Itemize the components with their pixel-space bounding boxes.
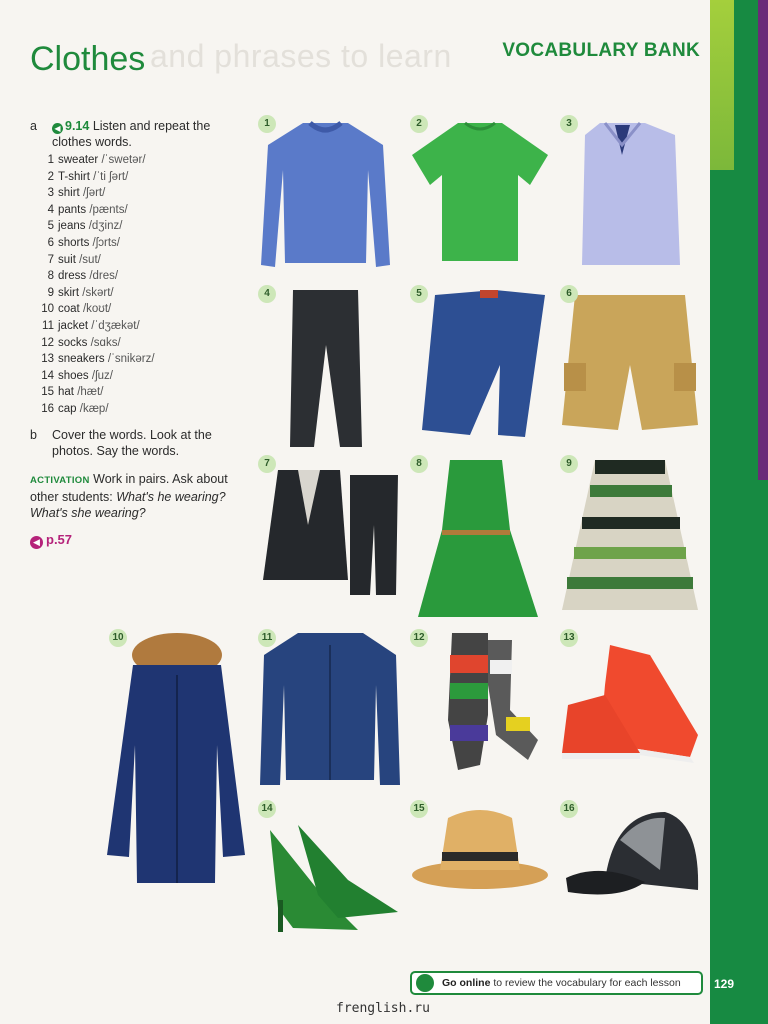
word-pronunciation: /ˈti ʃərt/	[93, 170, 129, 183]
photo-jacket	[258, 625, 403, 790]
item-badge: 2	[410, 115, 428, 133]
activation-tag: ACTIVATION	[30, 475, 90, 486]
socks-image	[410, 625, 545, 775]
item-badge: 4	[258, 285, 276, 303]
item-badge: 5	[410, 285, 428, 303]
photo-dress	[410, 455, 540, 620]
word-pronunciation: /kæp/	[79, 402, 109, 415]
vocabulary-word-item	[38, 235, 155, 252]
item-badge: 14	[258, 800, 276, 818]
go-online-description: to review the vocabulary for each lesson	[493, 977, 681, 989]
exercise-b-line1: Cover the words. Look at the	[52, 428, 212, 442]
word-text: sweater	[58, 154, 99, 166]
shirt-image	[560, 115, 685, 270]
item-badge: 10	[109, 629, 127, 647]
word-text: jeans	[58, 220, 86, 233]
vocabulary-word-item	[38, 252, 155, 269]
word-pronunciation: /ʃərt/	[82, 187, 106, 200]
photo-skirt	[560, 455, 700, 615]
word-pronunciation: /sut/	[79, 253, 101, 266]
vocabulary-word-item	[38, 384, 155, 401]
photo-cap	[560, 800, 700, 910]
go-online-label[interactable]: Go online	[442, 977, 491, 989]
sweater-image	[258, 115, 393, 275]
photo-shirt	[560, 115, 685, 270]
word-pronunciation: /hæt/	[77, 386, 104, 399]
word-text: shirt	[58, 187, 80, 200]
page-reference-link[interactable]	[30, 532, 72, 549]
word-pronunciation: /dres/	[89, 270, 119, 283]
word-text: suit	[58, 253, 76, 266]
photo-shoes	[258, 800, 403, 935]
shoes-image	[258, 800, 403, 935]
sneakers-image	[560, 625, 700, 765]
activation-question: What's he wearing? What's she wearing?	[30, 490, 226, 520]
word-pronunciation: /sɑks/	[90, 336, 121, 349]
edge-lime-accent	[710, 0, 734, 170]
word-number: 14	[41, 369, 54, 382]
word-pronunciation: /ˈdʒækət/	[91, 319, 140, 332]
skirt-image	[560, 455, 700, 615]
photo-jeans	[410, 285, 550, 440]
hat-image	[410, 800, 550, 895]
suit-image	[258, 455, 403, 600]
item-badge: 13	[560, 629, 578, 647]
word-number: 6	[47, 236, 54, 249]
word-number: 9	[47, 286, 54, 299]
jacket-image	[258, 625, 403, 790]
word-number: 3	[47, 187, 54, 200]
item-badge: 3	[560, 115, 578, 133]
page-number: 129	[714, 977, 735, 991]
vocabulary-word-item	[38, 169, 155, 186]
vocabulary-word-item	[38, 351, 155, 368]
word-number: 4	[47, 203, 54, 216]
item-badge: 12	[410, 629, 428, 647]
vocabulary-word-list	[38, 152, 155, 418]
word-pronunciation: /ˈswetər/	[101, 154, 146, 166]
activation-box	[30, 471, 235, 521]
vocabulary-word-item	[38, 335, 155, 352]
word-text: skirt	[58, 286, 80, 299]
word-text: hat	[58, 386, 74, 399]
audio-track-number[interactable]: 9.14	[65, 119, 90, 133]
vocabulary-word-item	[38, 318, 155, 335]
word-number: 10	[41, 303, 54, 316]
exercise-b-line2: photos. Say the words.	[52, 444, 180, 458]
item-badge: 15	[410, 800, 428, 818]
item-badge: 8	[410, 455, 428, 473]
word-pronunciation: /dʒinz/	[88, 220, 123, 233]
word-number: 5	[47, 220, 54, 233]
item-badge: 1	[258, 115, 276, 133]
vocabulary-word-item	[38, 368, 155, 385]
vocabulary-word-item	[38, 401, 155, 418]
exercise-a-instruction	[30, 118, 210, 150]
activation-text: Work in pairs. Ask about other students:	[30, 472, 228, 504]
shorts-image	[560, 285, 700, 435]
photo-sweater	[258, 115, 393, 275]
jeans-image	[410, 285, 550, 440]
bleed-through-text: and phrases to learn	[150, 38, 452, 74]
word-text: sneakers	[58, 353, 105, 366]
word-number: 16	[41, 402, 54, 415]
word-number: 8	[47, 270, 54, 283]
item-badge: 7	[258, 455, 276, 473]
word-number: 7	[47, 253, 54, 266]
word-pronunciation: /pænts/	[89, 203, 128, 216]
vocabulary-word-item	[38, 301, 155, 318]
word-text: pants	[58, 203, 87, 216]
exercise-b-letter: b	[30, 428, 37, 442]
section-label: VOCABULARY BANK	[502, 40, 700, 61]
word-number: 11	[42, 319, 54, 332]
vocabulary-word-item	[38, 185, 155, 202]
word-number: 13	[41, 353, 54, 366]
word-text: jacket	[58, 319, 89, 332]
cursor-icon	[416, 974, 434, 992]
word-pronunciation: /koʊt/	[82, 303, 112, 316]
photo-sneakers	[560, 625, 700, 765]
item-badge: 16	[560, 800, 578, 818]
word-pronunciation: /ʃɔrts/	[92, 236, 121, 249]
arrow-left-icon: ◀	[30, 536, 43, 549]
vocabulary-word-item	[38, 202, 155, 219]
word-text: cap	[58, 402, 77, 415]
vocabulary-word-item	[38, 218, 155, 235]
word-number: 12	[41, 336, 54, 349]
word-number: 1	[47, 154, 54, 166]
word-pronunciation: /ʃuz/	[91, 369, 113, 382]
cap-image	[560, 800, 700, 910]
word-text: dress	[58, 270, 87, 283]
word-text: coat	[58, 303, 80, 316]
page-title: Clothes	[30, 40, 146, 78]
word-text: T-shirt	[58, 170, 90, 183]
pants-image	[258, 285, 368, 450]
site-watermark: frenglish.ru	[336, 1001, 430, 1016]
exercise-b-instruction	[30, 427, 212, 459]
word-number: 15	[41, 386, 54, 399]
edge-purple-accent	[758, 0, 768, 480]
item-badge: 11	[258, 629, 276, 647]
dress-image	[410, 455, 540, 620]
page-edge-stripe	[710, 0, 768, 1024]
word-pronunciation: /ˈsnikərz/	[107, 353, 155, 366]
exercise-a-letter: a	[30, 119, 37, 133]
photo-suit	[258, 455, 403, 600]
item-badge: 6	[560, 285, 578, 303]
page-reference-text[interactable]: p.57	[46, 532, 73, 547]
item-badge: 9	[560, 455, 578, 473]
word-number: 2	[47, 170, 54, 183]
word-text: shorts	[58, 236, 90, 249]
photo-shorts	[560, 285, 700, 435]
exercise-a-line2: clothes words.	[52, 135, 132, 149]
tshirt-image	[410, 115, 550, 265]
go-online-banner[interactable]	[410, 971, 703, 995]
photo-coat	[105, 625, 250, 890]
photo-hat	[410, 800, 550, 895]
vocabulary-word-item	[38, 285, 155, 302]
photo-tshirt	[410, 115, 550, 265]
word-text: socks	[58, 336, 88, 349]
audio-speaker-icon[interactable]: ◀	[52, 123, 63, 134]
vocabulary-word-item	[38, 268, 155, 285]
word-text: shoes	[58, 369, 89, 382]
photo-pants	[258, 285, 368, 450]
coat-image	[105, 625, 250, 890]
word-pronunciation: /skərt/	[82, 286, 114, 299]
vocabulary-word-item	[38, 152, 155, 169]
exercise-a-line1: Listen and repeat the	[92, 119, 211, 133]
photo-socks	[410, 625, 545, 775]
